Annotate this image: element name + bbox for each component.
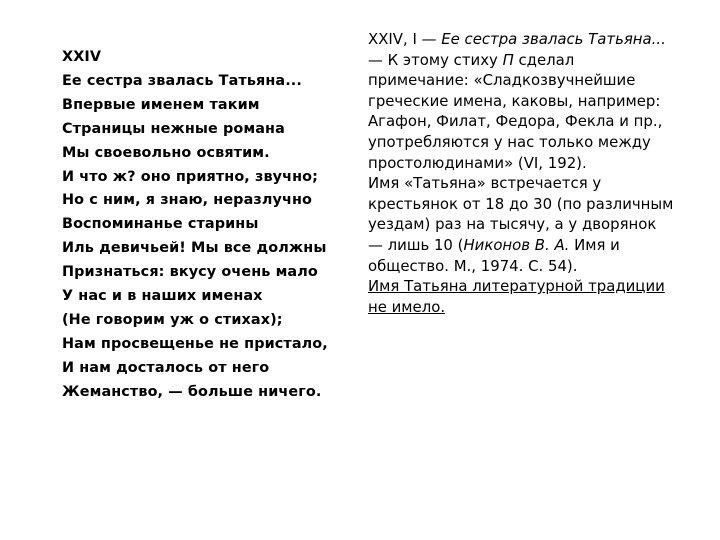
commentary-author-initial: П <box>502 50 514 69</box>
poem-line: Мы своевольно освятим. <box>62 144 270 161</box>
poem-line: Иль девичьей! Мы все должны <box>62 240 327 257</box>
poem-line: И что ж? оно приятно, звучно; <box>62 168 319 185</box>
commentary-line: простолюдинами» (VI, 192). <box>368 153 587 172</box>
commentary-citation-author: Никонов В. А. <box>463 235 570 254</box>
stanza-number: XXIV <box>62 49 102 65</box>
commentary-line: примечание: «Сладкозвучнейшие <box>368 71 636 90</box>
commentary-line: греческие имена, каковы, например: <box>368 91 661 110</box>
poem-line: Ее сестра звалась Татьяна... <box>62 72 302 89</box>
commentary-text <box>368 29 702 317</box>
commentary-line <box>368 235 702 256</box>
commentary-line: употребляются у нас только между <box>368 132 651 151</box>
poem-line: (Не говорим уж о стихах); <box>62 311 283 328</box>
commentary-text-run: сделал <box>513 50 575 69</box>
poem-line: Жеманство, — больше ничего. <box>62 383 322 400</box>
commentary-line: общество. М., 1974. С. 54). <box>368 256 578 275</box>
commentary-ref: XXIV, I — <box>368 30 442 48</box>
commentary-conclusion-line: Имя Татьяна литературной традиции <box>368 277 665 296</box>
commentary-line <box>368 29 702 50</box>
commentary-quote: Ее сестра звалась Татьяна... <box>441 30 666 48</box>
poem-line: Но с ним, я знаю, неразлучно <box>62 192 312 209</box>
poem-line: Нам просвещенье не пристало, <box>62 335 328 352</box>
commentary-text-run: Имя и <box>569 235 620 254</box>
commentary-line: Агафон, Филат, Федора, Фекла и пр., <box>368 112 663 131</box>
poem-line: У нас и в наших именах <box>62 288 263 305</box>
commentary-line <box>368 50 702 71</box>
poem-line: Признаться: вкусу очень мало <box>62 264 318 281</box>
poem-line: Впервые именем таким <box>62 96 260 113</box>
commentary-text-run: — К этому стиху <box>368 50 503 69</box>
commentary-text-run: — лишь 10 ( <box>368 235 464 254</box>
commentary-line: крестьянок от 18 до 30 (по различным <box>368 194 674 213</box>
commentary-line: уездам) раз на тысячу, а у дворянок <box>368 215 657 234</box>
commentary-line: Имя «Татьяна» встречается у <box>368 174 602 193</box>
poem-stanza <box>62 46 352 405</box>
poem-line: Воспоминанье старины <box>62 216 259 233</box>
poem-line: Страницы нежные романа <box>62 120 285 137</box>
poem-line: И нам досталось от него <box>62 359 270 376</box>
commentary-conclusion-line: не имело. <box>368 297 446 316</box>
